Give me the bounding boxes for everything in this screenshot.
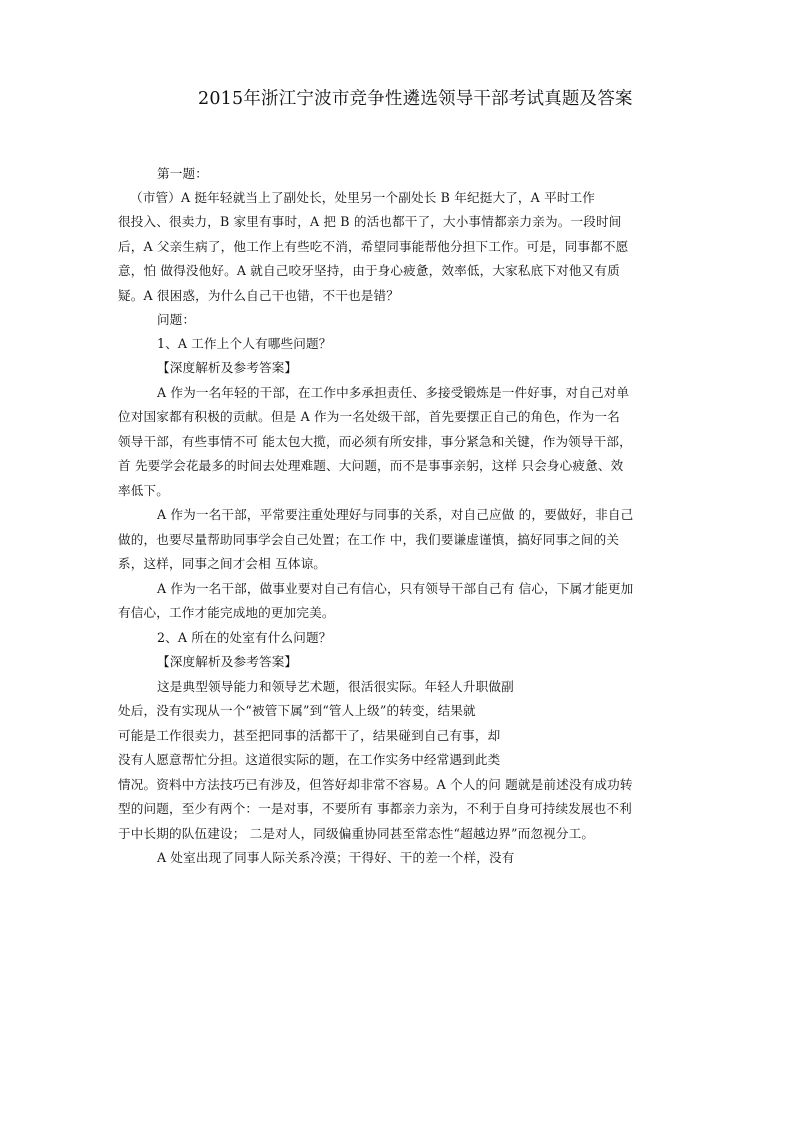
answer-heading: 【深度解析及参考答案】 xyxy=(157,654,298,669)
text-line: 做的，也要尽量帮助同事学会自己处置；在工作 中，我们要谦虚谨慎，搞好同事之间的关 xyxy=(118,532,620,547)
text-line: 这是典型领导能力和领导艺术题，很活很实际。年轻人升职做副 xyxy=(157,679,514,694)
text-line: 于中长期的队伍建设； 二是对人，同级偏重协同甚至常态性“超越边界”而忽视分工。 xyxy=(118,826,595,841)
text-line: 首 先要学会花最多的时间去处理难题、大问题，而不是事事亲躬，这样 只会身心疲惫、效 xyxy=(118,458,624,473)
text-line: 很投入、很卖力，B 家里有事时，A 把 B 的活也都干了，大小事情都亲力亲为。一段时间 xyxy=(118,214,622,229)
section-heading: 第一题： xyxy=(157,166,208,181)
text-line: A 处室出现了同事人际关系冷漠；干得好、干的差一个样，没有 xyxy=(157,850,515,865)
text-line: A 作为一名干部，平常要注重处理好与同事的关系，对自己应做 的，要做好，非自己 xyxy=(157,507,634,522)
text-line: A 作为一名年轻的干部，在工作中多承担责任、多接受锻炼是一件好事，对自己对单 xyxy=(157,385,630,400)
text-line: 情况。资料中方法技巧已有涉及，但答好却非常不容易。A 个人的问 题就是前述没有成功转 xyxy=(118,777,633,792)
text-line: 意，怕 做得没他好。A 就自己咬牙坚持，由于身心疲惫，效率低，大家私底下对他又有质 xyxy=(118,263,620,278)
text-line: 问题： xyxy=(157,312,196,327)
question-heading: 2、A 所在的处室有什么问题？ xyxy=(157,630,332,645)
text-line: 领导干部，有些事情不可 能太包大揽，而必须有所安排，事分紧急和关键，作为领导干部， xyxy=(118,434,632,449)
text-line: A 作为一名干部，做事业要对自己有信心，只有领导干部自己有 信心，下属才能更加 xyxy=(157,581,634,596)
question-heading: 1、A 工作上个人有哪些问题？ xyxy=(157,336,332,351)
text-line: 有信心，工作才能完成地的更加完美。 xyxy=(118,605,335,620)
text-line: 型的问题，至少有两个：一是对事，不要所有 事都亲力亲为，不利于自身可持续发展也不利 xyxy=(118,801,632,816)
text-line: 处后，没有实现从一个“被管下属”到“管人上级”的转变，结果就 xyxy=(118,703,476,718)
text-line: 系，这样，同事之间才会相 互体谅。 xyxy=(118,556,327,571)
text-line: （市管）A 挺年轻就当上了副处长，处里另一个副处长 B 年纪挺大了，A 平时工作 xyxy=(130,190,596,205)
text-line: 位对国家都有积极的贡献。但是 A 作为一名处级干部，首先要摆正自己的角色，作为一名 xyxy=(118,409,620,424)
text-line: 后，A 父亲生病了，他工作上有些吃不消，希望同事能帮他分担下工作。可是，同事都不愿 xyxy=(118,239,629,254)
document-title: 2015年浙江宁波市竞争性遴选领导干部考试真题及答案 xyxy=(198,89,633,109)
text-line: 没有人愿意帮忙分担。这道很实际的题，在工作实务中经常遇到此类 xyxy=(118,752,501,767)
text-line: 疑。A 很困惑，为什么自己干也错，不干也是错？ xyxy=(118,288,400,303)
answer-heading: 【深度解析及参考答案】 xyxy=(157,360,298,375)
text-line: 可能是工作很卖力，甚至把同事的活都干了，结果碰到自己有事，却 xyxy=(118,728,501,743)
text-line: 率低下。 xyxy=(118,483,169,498)
